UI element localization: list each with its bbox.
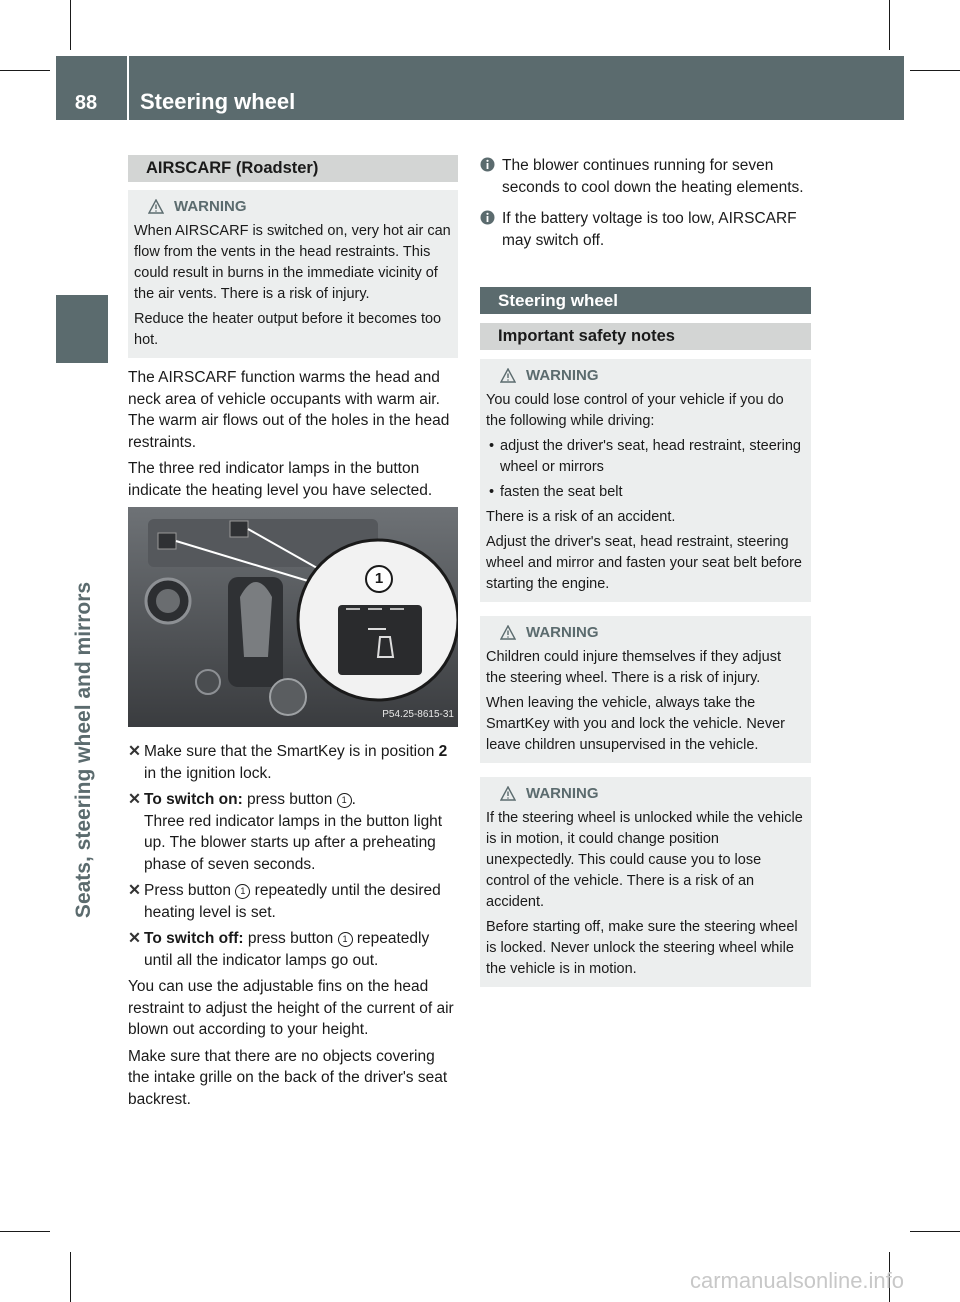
section-title-steering-wheel: Steering wheel bbox=[480, 287, 811, 314]
warning-box bbox=[480, 616, 811, 763]
body-paragraph: The AIRSCARF function warms the head and neck area of vehicle occupants with warm air. The warm air flows out of the holes in the head restraints. bbox=[128, 369, 450, 451]
crop-mark bbox=[889, 0, 890, 50]
warning-label: WARNING bbox=[526, 785, 599, 802]
warning-text: Children could injure themselves if they adjust the steering wheel. There is a risk of injury. bbox=[486, 649, 781, 686]
header-divider bbox=[127, 56, 129, 120]
callout-1-icon: 1 bbox=[337, 793, 352, 808]
page-title: Steering wheel bbox=[140, 89, 296, 114]
info-icon bbox=[480, 157, 495, 172]
instruction-step: ✕ Make sure that the SmartKey is in position 2 in the ignition lock. bbox=[128, 743, 448, 782]
step-marker-icon: ✕ bbox=[128, 743, 141, 760]
crop-mark bbox=[70, 0, 71, 50]
instruction-step: ✕ To switch off: press button 1 repeatedly until all the indicator lamps go out. bbox=[128, 930, 430, 969]
subsection-title-safety: Important safety notes bbox=[480, 323, 811, 350]
center-console-image bbox=[128, 507, 458, 727]
callout-1-icon: 1 bbox=[235, 884, 250, 899]
warning-triangle-icon bbox=[500, 625, 516, 640]
step-detail: Three red indicator lamps in the button light up. The blower starts up after a preheating phase of seven seconds. bbox=[144, 812, 443, 873]
step-marker-icon: ✕ bbox=[128, 930, 141, 947]
chapter-tab bbox=[56, 295, 108, 363]
crop-mark bbox=[910, 1231, 960, 1232]
body-paragraph: You can use the adjustable fins on the head restraint to adjust the height of the current of air blown out according to your height. bbox=[128, 978, 454, 1038]
body-paragraph: Make sure that there are no objects covering the intake grille on the back of the driver's seat backrest. bbox=[128, 1047, 448, 1108]
instruction-step: ✕ To switch on: press button 1 . Three red indicator lamps in the button light up. The blower starts up after a preheating phase of seven seconds. bbox=[128, 789, 458, 875]
instruction-step: ✕ Press button 1 repeatedly until the desired heating level is set. bbox=[128, 882, 441, 921]
info-note: The blower continues running for seven seconds to cool down the heating elements. bbox=[480, 155, 811, 198]
warning-label: WARNING bbox=[526, 367, 599, 384]
warning-bullet: • fasten the seat belt bbox=[486, 482, 805, 503]
warning-text: Reduce the heater output before it becomes too hot. bbox=[134, 311, 442, 348]
crop-mark bbox=[910, 70, 960, 71]
warning-text: You could lose control of your vehicle if you do the following while driving: bbox=[486, 392, 784, 429]
page-number: 88 bbox=[74, 92, 98, 114]
warning-triangle-icon bbox=[500, 786, 516, 801]
warning-header bbox=[486, 365, 805, 386]
crop-mark bbox=[70, 1252, 71, 1302]
warning-label: WARNING bbox=[526, 624, 599, 641]
crop-mark bbox=[0, 1231, 50, 1232]
warning-text: If the steering wheel is unlocked while the vehicle is in motion, it could change position unexpectedly. This could cause you to lose control of the vehicle. There is a risk of an accident. bbox=[486, 810, 803, 910]
crop-mark bbox=[0, 70, 50, 71]
warning-bullet: • adjust the driver's seat, head restraint, steering wheel or mirrors bbox=[486, 436, 805, 478]
info-icon bbox=[480, 210, 495, 225]
step-marker-icon: ✕ bbox=[128, 882, 141, 899]
figure-callout-1: 1 bbox=[374, 570, 384, 587]
warning-text: Adjust the driver's seat, head restraint, steering wheel and mirror and fasten your seat belt before starting the engine. bbox=[486, 534, 802, 592]
warning-triangle-icon bbox=[500, 368, 516, 383]
body-paragraph: The three red indicator lamps in the button indicate the heating level you have selected. bbox=[128, 460, 433, 499]
airscarf-button-figure bbox=[128, 507, 458, 727]
watermark: carmanualsonline.info bbox=[690, 1268, 905, 1293]
info-note: If the battery voltage is too low, AIRSCARF may switch off. bbox=[480, 208, 811, 251]
chapter-label: Seats, steering wheel and mirrors bbox=[72, 581, 95, 919]
warning-text: There is a risk of an accident. bbox=[486, 509, 676, 525]
right-column bbox=[480, 155, 811, 987]
warning-text: Before starting off, make sure the steering wheel is locked. Never unlock the steering wheel while the vehicle is in motion. bbox=[486, 919, 798, 977]
left-column bbox=[128, 155, 458, 1115]
warning-text: When leaving the vehicle, always take the SmartKey with you and lock the vehicle. Never leave children unsupervised in the vehicle. bbox=[486, 695, 785, 753]
warning-label: WARNING bbox=[174, 198, 247, 215]
warning-header bbox=[486, 622, 805, 643]
warning-header bbox=[486, 783, 805, 804]
step-marker-icon: ✕ bbox=[128, 791, 141, 808]
warning-header bbox=[134, 196, 452, 217]
warning-text: When AIRSCARF is switched on, very hot air can flow from the vents in the head restraints. This could result in burns in the immediate vicinity of the air vents. There is a risk of injury. bbox=[134, 223, 451, 302]
warning-box bbox=[480, 777, 811, 987]
warning-box bbox=[480, 359, 811, 602]
section-title-airscarf: AIRSCARF (Roadster) bbox=[128, 155, 458, 182]
warning-triangle-icon bbox=[148, 199, 164, 214]
warning-box bbox=[128, 190, 458, 358]
figure-code: P54.25-8615-31 bbox=[382, 708, 454, 720]
callout-1-icon: 1 bbox=[338, 932, 353, 947]
